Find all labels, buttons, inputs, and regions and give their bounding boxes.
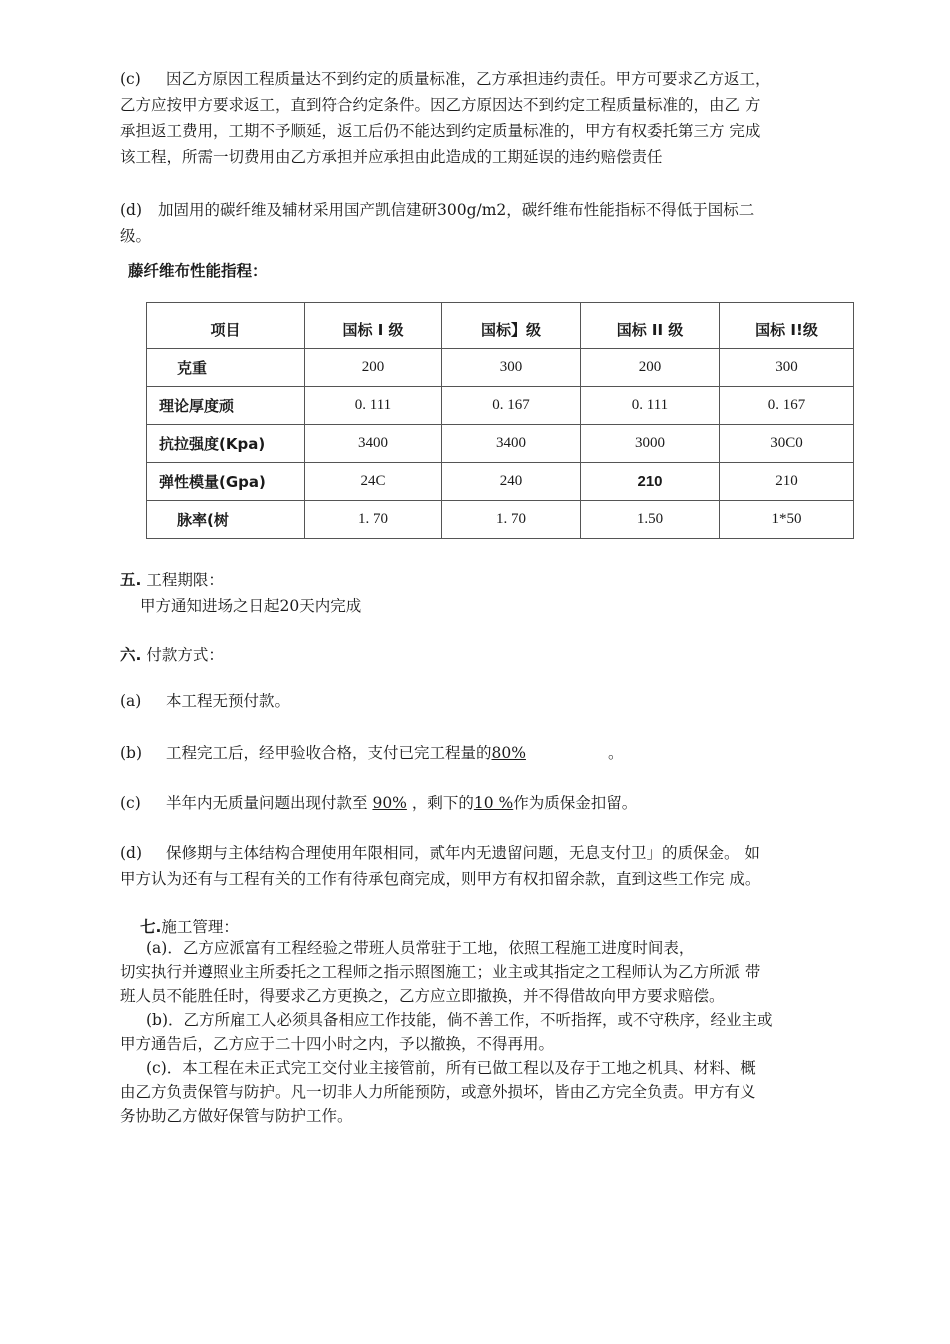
management-a-line2: 切实执行并遵照业主所委托之工程师之指示照图施工；业主或其指定之工程师认为乙方所派 带 bbox=[120, 963, 761, 981]
row-label-tensile: 抗拉强度(Kpa) bbox=[147, 425, 305, 463]
management-b-line2: 甲方通告后，乙方应于二十四小时之内，予以撤换，不得再用。 bbox=[120, 1035, 555, 1053]
table-cell: 30C0 bbox=[720, 425, 854, 463]
payment-c-percent1: 90% bbox=[372, 794, 407, 812]
payment-d-line1: 保修期与主体结构合理使用年限相同，贰年内无遗留问题，无息支付卫」的质保金。 如 bbox=[166, 844, 760, 862]
management-c-line1: (c)．本工程在未正式完工交付业主接管前，所有已做工程以及存于工地之机具、材料、概 bbox=[146, 1059, 756, 1077]
row-label-weight: 克重 bbox=[147, 349, 305, 387]
table-cell: 210 bbox=[581, 463, 720, 501]
payment-b-percent: 80% bbox=[491, 744, 526, 762]
payment-d bbox=[120, 840, 865, 892]
payment-b-end: 。 bbox=[607, 744, 624, 762]
header-item: 项目 bbox=[147, 303, 305, 349]
section-5 bbox=[120, 567, 865, 619]
row-label-modulus: 弹性模量(Gpa) bbox=[147, 463, 305, 501]
table-cell: 0. 111 bbox=[305, 387, 442, 425]
management-clauses bbox=[120, 936, 885, 1128]
section-5-title: 工程期限： bbox=[146, 571, 224, 589]
header-grade-1: 国标 I 级 bbox=[305, 303, 442, 349]
header-grade-3: 国标 II 级 bbox=[581, 303, 720, 349]
table-row bbox=[147, 349, 854, 387]
row-label-elongation: 脉率(树 bbox=[147, 501, 305, 539]
section-7-number: 七. bbox=[140, 918, 162, 936]
table-cell: 1. 70 bbox=[442, 501, 581, 539]
payment-c-text3: 作为质保金扣留。 bbox=[513, 794, 638, 812]
payment-b-text: 工程完工后，经甲验收合格，支付已完工程量的 bbox=[166, 744, 492, 762]
table-cell: 0. 111 bbox=[581, 387, 720, 425]
payment-c-text1: 半年内无质量问题出现付款至 bbox=[166, 794, 368, 812]
payment-a-text: 本工程无预付款。 bbox=[166, 692, 291, 710]
payment-c-text2: ，剩下的 bbox=[411, 794, 474, 812]
payment-b bbox=[120, 740, 865, 766]
clause-c-line2: 乙方应按甲方要求返工，直到符合约定条件。因乙方原因达不到约定工程质量标准的，由乙 方 bbox=[120, 96, 761, 114]
management-a-line1: (a)．乙方应派富有工程经验之带班人员常驻于工地，依照工程施工进度时间表， bbox=[146, 939, 695, 957]
payment-c-percent2: 10 % bbox=[473, 794, 514, 812]
clause-c-label: (c) bbox=[120, 70, 141, 88]
section-5-number: 五. bbox=[120, 571, 142, 589]
section-7-title: 施工管理： bbox=[161, 918, 239, 936]
table-cell: 200 bbox=[581, 349, 720, 387]
clause-d-line2: 级。 bbox=[120, 227, 152, 245]
clause-c-line1: 因乙方原因工程质量达不到约定的质量标准，乙方承担违约责任。甲方可要求乙方返工， bbox=[166, 70, 771, 88]
table-row bbox=[147, 387, 854, 425]
table-cell: 1. 70 bbox=[305, 501, 442, 539]
payment-a-label: (a) bbox=[120, 692, 142, 710]
table-cell: 0. 167 bbox=[442, 387, 581, 425]
table-title: 藤纤维布性能指程： bbox=[128, 262, 268, 280]
row-label-thickness: 理论厚度顽 bbox=[147, 387, 305, 425]
section-6-title: 付款方式： bbox=[146, 646, 224, 664]
payment-c bbox=[120, 790, 865, 816]
table-cell: 200 bbox=[305, 349, 442, 387]
header-grade-4: 国标 I!级 bbox=[720, 303, 854, 349]
section-5-body: 甲方通知进场之日起20天内完成 bbox=[140, 597, 362, 615]
management-c-line2: 由乙方负责保管与防护。凡一切非人力所能预防，或意外损坏，皆由乙方完全负责。甲方有义 bbox=[120, 1083, 756, 1101]
clause-c-line4: 该工程，所需一切费用由乙方承担并应承担由此造成的工期延误的违约赔偿责任 bbox=[120, 148, 663, 166]
table-cell: 210 bbox=[720, 463, 854, 501]
section-6-number: 六. bbox=[120, 646, 142, 664]
management-b-line1: (b)．乙方所雇工人必须具备相应工作技能，倘不善工作，不听指挥，或不守秩序，经业主或 bbox=[146, 1011, 773, 1029]
table-header-row bbox=[147, 303, 854, 349]
section-6-heading bbox=[120, 642, 865, 668]
table-cell: 3000 bbox=[581, 425, 720, 463]
management-c-line3: 务协助乙方做好保管与防护工作。 bbox=[120, 1107, 353, 1125]
clause-c-line3: 承担返工费用，工期不予顺延，返工后仍不能达到约定质量标准的，甲方有权委托第三方 完成 bbox=[120, 122, 761, 140]
carbon-fiber-spec-table bbox=[146, 302, 854, 539]
payment-d-line2: 甲方认为还有与工程有关的工作有待承包商完成，则甲方有权扣留余款，直到这些工作完 成。 bbox=[120, 870, 761, 888]
payment-a bbox=[120, 688, 865, 714]
clause-d-line1: 加固用的碳纤维及辅材采用国产凯信建研300g/m2，碳纤维布性能指标不得低于国标二 bbox=[158, 201, 755, 219]
management-a-line3: 班人员不能胜任时，得要求乙方更换之，乙方应立即撤换，并不得借故向甲方要求赔偿。 bbox=[120, 987, 725, 1005]
payment-b-label: (b) bbox=[120, 744, 143, 762]
table-row bbox=[147, 425, 854, 463]
table-row bbox=[147, 501, 854, 539]
payment-c-label: (c) bbox=[120, 794, 141, 812]
table-cell: 300 bbox=[720, 349, 854, 387]
clause-d bbox=[120, 197, 865, 249]
table-cell: 0. 167 bbox=[720, 387, 854, 425]
table-cell: 3400 bbox=[305, 425, 442, 463]
table-cell: 1.50 bbox=[581, 501, 720, 539]
table-cell: 24C bbox=[305, 463, 442, 501]
table-cell: 240 bbox=[442, 463, 581, 501]
payment-d-label: (d) bbox=[120, 844, 143, 862]
table-cell: 1*50 bbox=[720, 501, 854, 539]
header-grade-2: 国标】级 bbox=[442, 303, 581, 349]
table-cell: 3400 bbox=[442, 425, 581, 463]
clause-d-label: (d) bbox=[120, 201, 143, 219]
table-cell: 300 bbox=[442, 349, 581, 387]
clause-c bbox=[120, 66, 865, 170]
table-row bbox=[147, 463, 854, 501]
